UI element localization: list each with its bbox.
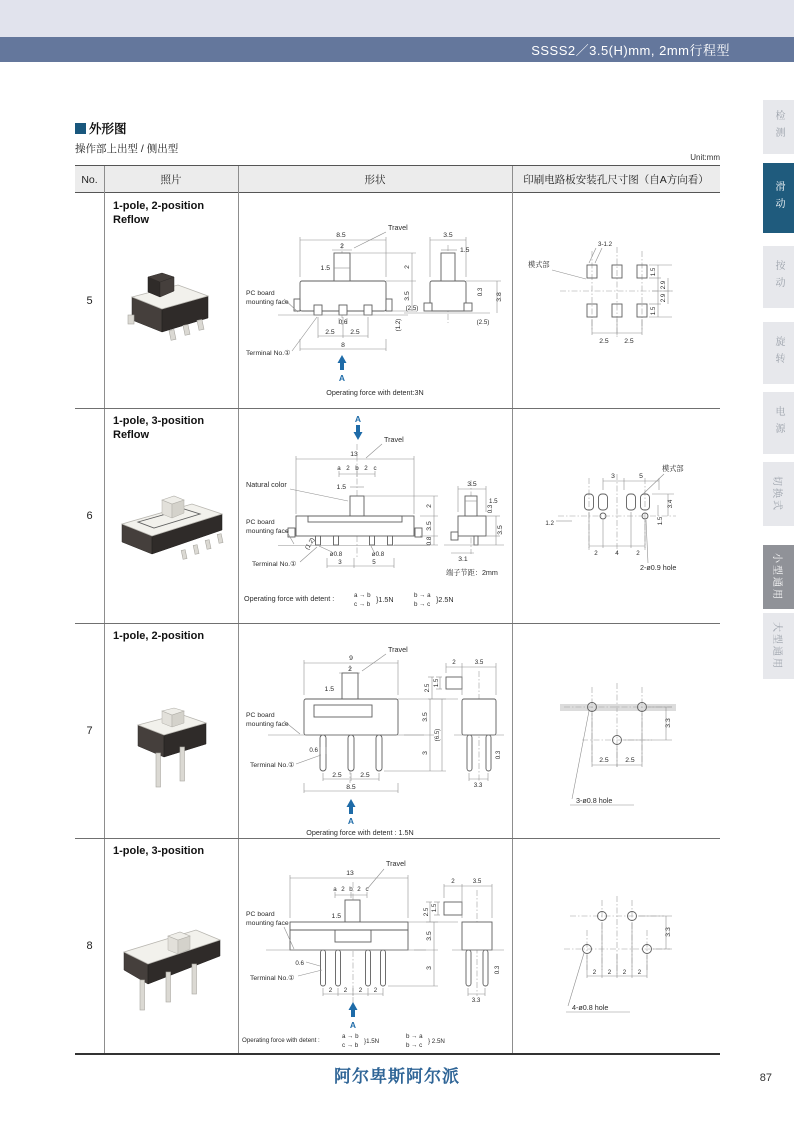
dim: 1.5 — [433, 678, 440, 688]
variant-title-line1: 1-pole, 3-position — [113, 415, 205, 427]
sidebar-tab-push[interactable] — [763, 246, 794, 308]
dim: 2.5 — [325, 329, 335, 336]
dim: 3.5 — [426, 521, 433, 531]
dim: c — [365, 886, 369, 893]
variant-title — [113, 630, 204, 644]
hole-count-label: 4-ø0.8 hole — [572, 1003, 609, 1012]
label-pc-board: mounting face — [246, 528, 289, 535]
photo-cell — [104, 623, 238, 838]
direction-a-arrow — [347, 799, 356, 826]
mounting-hole-cell — [512, 623, 720, 838]
front-view-drawing — [246, 223, 416, 357]
outline-drawing — [238, 408, 512, 623]
force-detail: a → b — [342, 1033, 359, 1040]
label-pc-board: PC board — [246, 290, 275, 297]
mounting-hole-cell — [512, 408, 720, 623]
dim: 2.5 — [599, 338, 609, 345]
dim: 2.5 — [624, 338, 634, 345]
front-view-drawing — [246, 435, 438, 568]
dim: 2.5 — [360, 772, 370, 779]
dim: 1.5 — [431, 903, 438, 913]
dim: 8.5 — [336, 232, 346, 239]
dim: 2 — [328, 987, 333, 994]
mount-pattern-drawing — [545, 464, 683, 572]
dim: 3.5 — [467, 481, 477, 488]
row-number: 8 — [86, 939, 93, 952]
dim: 2.5 — [332, 772, 342, 779]
product-photo — [104, 665, 238, 830]
dim: 1.5 — [320, 265, 330, 272]
outline-table — [75, 165, 720, 1055]
dim: c — [373, 465, 377, 472]
dim: 2 — [348, 666, 352, 673]
force-detail: a → b — [354, 592, 371, 599]
force-value: }1.5N — [376, 595, 394, 604]
photo-cell — [104, 193, 238, 408]
mount-pattern-drawing — [564, 896, 672, 1012]
label-a: A — [349, 1020, 357, 1030]
front-view-drawing — [246, 859, 438, 1008]
dim: 2 — [341, 886, 345, 893]
label-terminal: Terminal No.① — [250, 762, 295, 769]
dim: 1.5 — [331, 913, 341, 920]
mounting-hole-cell — [512, 838, 720, 1053]
outline-drawing — [238, 838, 512, 1053]
table-row — [75, 838, 720, 1053]
force-detail: b → c — [414, 601, 431, 608]
row-number: 6 — [86, 509, 93, 522]
section-title: 外形图 — [89, 122, 127, 136]
dim: 0.6 — [338, 319, 348, 326]
label-a: A — [338, 373, 346, 383]
label-travel: Travel — [388, 223, 408, 232]
col-header-shape: 形状 — [364, 174, 386, 186]
dim: 3.5 — [497, 525, 504, 535]
force-value: }1.5N — [364, 1038, 380, 1045]
tab-label: 小型通用 — [771, 553, 782, 601]
operating-force-note — [242, 1033, 445, 1049]
switch-photo-illustration — [138, 708, 206, 787]
dim: 2 — [607, 969, 612, 976]
dim: 3.3 — [471, 997, 481, 1004]
dim: 0.6 — [295, 960, 304, 967]
sidebar-tab-large-general[interactable] — [763, 613, 794, 679]
hole-count-label: 3-1.2 — [598, 241, 613, 248]
dim: 2 — [346, 465, 350, 472]
mounting-hole-cell — [512, 193, 720, 408]
col-header-mounting: 印刷电路板安装孔尺寸图（自A方向看） — [523, 174, 709, 186]
sidebar-tab-slide[interactable] — [763, 163, 794, 233]
sidebar-tab-toggle[interactable] — [763, 462, 794, 526]
dim: 3 — [338, 559, 342, 566]
dim: 2.5 — [625, 757, 635, 764]
side-view-drawing — [423, 878, 504, 1004]
dim: 2.5 — [599, 757, 609, 764]
dim: 3.5 — [472, 878, 482, 885]
product-photo — [104, 880, 238, 1045]
shape-cell — [238, 408, 512, 623]
dim: 0.3 — [495, 750, 502, 760]
force-value: }2.5N — [436, 595, 454, 604]
dim: 2 — [594, 550, 598, 557]
label-travel: Travel — [384, 435, 404, 444]
direction-a-arrow — [338, 355, 347, 383]
tab-label: 旋转 — [773, 336, 784, 370]
dim: 0.6 — [309, 747, 318, 754]
dim: 3 — [611, 473, 615, 480]
label-pc-board: PC board — [246, 911, 275, 918]
dim: 3.5 — [474, 659, 484, 666]
dim: 1.5 — [324, 686, 334, 693]
pattern-label: 模式部 — [528, 260, 550, 269]
dim: 3 — [422, 751, 429, 755]
label-travel: Travel — [386, 859, 406, 868]
label-terminal: Terminal No.① — [246, 350, 291, 357]
dim: 2 — [451, 878, 455, 885]
dim: 3.5 — [426, 931, 433, 941]
dim: 0.3 — [477, 287, 484, 297]
variant-title-line1: 1-pole, 2-position — [113, 200, 205, 212]
dim: a — [333, 886, 337, 893]
force-value: } 2.5N — [428, 1038, 445, 1045]
top-strip — [0, 0, 794, 37]
operating-force-note: Operating force with detent:3N — [326, 388, 424, 397]
product-photo — [104, 450, 238, 615]
dim: 3.5 — [404, 291, 411, 301]
dim: 3.1 — [458, 556, 468, 563]
dim: (2.5) — [476, 319, 490, 326]
dim: 2 — [636, 550, 640, 557]
photo-cell — [104, 838, 238, 1053]
dim: 0.3 — [494, 965, 501, 975]
dim: 4 — [615, 550, 619, 557]
dim: ø0.8 — [371, 551, 385, 558]
force-prefix: Operating force with detent : — [242, 1037, 320, 1044]
outline-drawing — [238, 193, 512, 408]
dim: 3 — [426, 966, 433, 970]
front-view-drawing — [246, 645, 446, 793]
dim: 3.3 — [473, 782, 483, 789]
sidebar-tab-rotary[interactable] — [763, 322, 794, 384]
product-photo — [104, 235, 238, 400]
mount-pattern-drawing — [560, 683, 676, 805]
variant-title-line2: Reflow — [113, 213, 150, 226]
sidebar-tab-inspection[interactable] — [763, 100, 794, 154]
dim: 2.9 — [660, 293, 667, 303]
force-detail: c → b — [342, 1042, 359, 1049]
label-pc-board: PC board — [246, 712, 275, 719]
dim: 2 — [364, 465, 368, 472]
force-prefix: Operating force with detent : — [244, 594, 335, 603]
dim: b — [355, 465, 359, 472]
dim: 1.2 — [545, 520, 554, 527]
dim: 1.5 — [489, 498, 498, 505]
label-pc-board: PC board — [246, 519, 275, 526]
table-row — [75, 193, 720, 408]
table-row — [75, 408, 720, 623]
shape-cell — [238, 838, 512, 1053]
variant-title — [113, 200, 204, 228]
direction-a-arrow — [349, 1002, 358, 1030]
dim: b — [349, 886, 353, 893]
dim: 3.5 — [422, 712, 429, 722]
variant-title-line1: 1-pole, 3-position — [113, 845, 205, 857]
col-header-photo: 照片 — [160, 174, 182, 186]
dim: 0.3 — [487, 504, 494, 514]
dim: 2.9 — [660, 280, 667, 290]
force-detail: b → a — [406, 1033, 423, 1040]
label-a: A — [354, 414, 362, 424]
variant-title — [113, 845, 204, 859]
tab-label: 按动 — [773, 260, 784, 294]
dim: a — [337, 465, 341, 472]
pattern-label: 模式部 — [662, 464, 684, 473]
dim: 2 — [358, 987, 363, 994]
dim: (1.2) — [395, 318, 402, 332]
dim: 2 — [592, 969, 597, 976]
force-detail: b → c — [406, 1042, 423, 1049]
side-view-drawing — [404, 232, 503, 326]
switch-photo-illustration — [124, 930, 220, 1010]
variant-title — [113, 415, 204, 443]
label-travel: Travel — [388, 645, 408, 654]
dim: 2 — [357, 886, 361, 893]
shape-cell — [238, 623, 512, 838]
label-pc-board: mounting face — [246, 721, 289, 728]
dim: 2 — [340, 243, 344, 250]
dim: 1.5 — [657, 516, 664, 526]
dim: 2 — [622, 969, 627, 976]
dim: 3.4 — [667, 499, 674, 509]
mounting-hole-diagram — [512, 193, 720, 408]
sidebar-tab-power[interactable] — [763, 392, 794, 454]
dim: 3.3 — [665, 718, 672, 728]
shape-cell — [238, 193, 512, 408]
dim: 5 — [372, 559, 376, 566]
force-detail: b → a — [414, 592, 431, 599]
dim: 2 — [426, 504, 433, 508]
dim: 13 — [346, 870, 354, 877]
label-terminal: Terminal No.① — [250, 975, 295, 982]
tab-label: 检测 — [773, 110, 784, 144]
side-view-drawing — [444, 480, 504, 577]
dim: 2.5 — [423, 907, 430, 917]
dim: 2 — [404, 265, 411, 269]
operating-force-note — [244, 592, 454, 608]
section-subtitle: 操作部上出型 / 侧出型 — [75, 143, 179, 155]
unit-note: Unit:mm — [690, 153, 720, 162]
dim: (1.2) — [303, 536, 317, 552]
label-natural-color: Natural color — [246, 480, 287, 489]
label-pc-board: mounting face — [246, 299, 289, 306]
dim: 0.8 — [426, 536, 433, 546]
dim: 3.5 — [443, 232, 453, 239]
switch-photo-illustration — [128, 273, 208, 340]
label-terminal: Terminal No.① — [252, 561, 297, 568]
dim: 13 — [350, 451, 358, 458]
header-title: SSSS2／3.5(H)mm, 2mm行程型 — [531, 43, 730, 58]
label-pc-board: mounting face — [246, 920, 289, 927]
header-bar — [0, 37, 794, 62]
dim: 9 — [349, 655, 353, 662]
dim: 8 — [341, 342, 345, 349]
mounting-hole-diagram — [512, 408, 720, 623]
photo-cell — [104, 408, 238, 623]
variant-title-line2: Reflow — [113, 428, 150, 441]
tab-label: 电源 — [773, 406, 784, 440]
row-number: 7 — [86, 724, 93, 737]
footer-logo: 阿尔卑斯阿尔派 — [334, 1067, 460, 1086]
section-heading — [75, 119, 127, 137]
mounting-hole-diagram — [512, 838, 720, 1053]
mounting-hole-diagram — [512, 623, 720, 838]
tab-label: 切换式 — [771, 476, 782, 512]
hole-count-label: 3-ø0.8 hole — [576, 796, 613, 805]
switch-photo-illustration — [122, 496, 223, 559]
dim: 1.5 — [460, 247, 470, 254]
dim: 2.5 — [350, 329, 360, 336]
outline-drawing — [238, 623, 512, 838]
force-detail: c → b — [354, 601, 371, 608]
table-row — [75, 623, 720, 838]
label-a: A — [347, 816, 355, 826]
col-header-no: No. — [81, 173, 98, 186]
terminal-pitch-note: 端子节距：2mm — [446, 568, 498, 577]
section-square-icon — [75, 123, 86, 134]
dim: 2.5 — [424, 683, 431, 693]
dim: (6.5) — [434, 728, 441, 742]
side-view-drawing — [424, 659, 504, 789]
dim: 2 — [452, 659, 456, 666]
operating-force-note: Operating force with detent : 1.5N — [306, 828, 414, 837]
dim: 2 — [343, 987, 348, 994]
dim: 5 — [639, 473, 643, 480]
dim: 1.5 — [650, 267, 657, 277]
dim: 3.3 — [665, 927, 672, 937]
dim: 3.8 — [496, 292, 503, 302]
mount-pattern-drawing — [528, 241, 674, 345]
sidebar-tab-small-general[interactable] — [763, 545, 794, 609]
dim: 2 — [373, 987, 378, 994]
row-number: 5 — [86, 294, 93, 307]
page-number: 87 — [759, 1072, 772, 1084]
hole-count-label: 2-ø0.9 hole — [640, 563, 677, 572]
tab-label: 大型通用 — [771, 622, 782, 670]
direction-a-arrow — [354, 414, 363, 440]
dim: 2 — [637, 969, 642, 976]
dim: 1.5 — [336, 484, 346, 491]
dim: 1.5 — [650, 306, 657, 316]
variant-title-line1: 1-pole, 2-position — [113, 630, 205, 642]
dim: (2.5) — [405, 305, 419, 312]
dim: 8.5 — [346, 784, 356, 791]
dim: ø0.8 — [329, 551, 343, 558]
tab-label: 滑动 — [773, 181, 784, 215]
